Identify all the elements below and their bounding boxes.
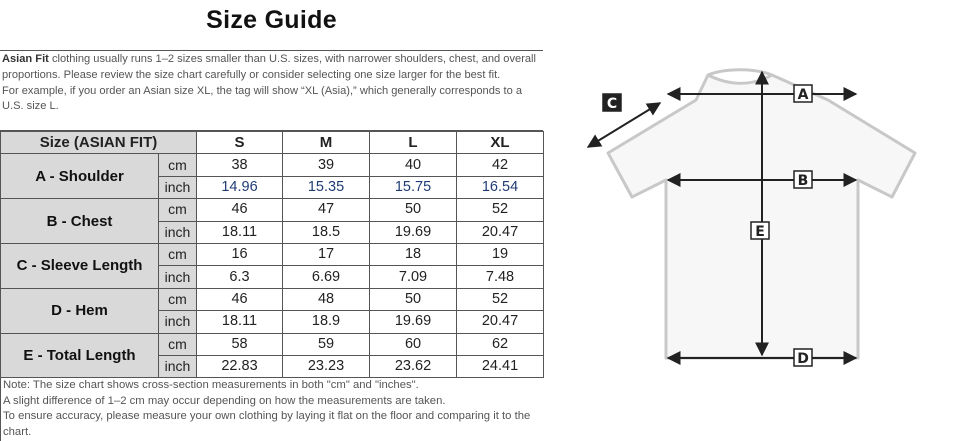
cm-value: 46 — [197, 199, 283, 221]
size-header-label: Size (ASIAN FIT) — [1, 132, 197, 154]
cm-value: 40 — [370, 154, 457, 176]
inch-value: 7.48 — [457, 266, 544, 288]
unit-cm: cm — [159, 288, 197, 310]
unit-inch: inch — [159, 176, 197, 198]
inch-value: 6.69 — [283, 266, 370, 288]
cm-value: 50 — [370, 199, 457, 221]
inch-value: 18.11 — [197, 221, 283, 243]
cm-value: 47 — [283, 199, 370, 221]
measurement-label: B - Chest — [1, 199, 159, 244]
intro-text — [0, 50, 543, 131]
label-a — [794, 85, 812, 103]
label-e-text: E — [755, 224, 765, 240]
inch-value: 19.69 — [370, 311, 457, 333]
inch-value: 22.83 — [197, 355, 283, 377]
inch-value: 23.23 — [283, 355, 370, 377]
unit-cm: cm — [159, 333, 197, 355]
size-header-xl: XL — [457, 132, 544, 154]
table-row — [1, 154, 544, 176]
inch-value: 19.69 — [370, 221, 457, 243]
inch-value: 18.9 — [283, 311, 370, 333]
cm-value: 52 — [457, 199, 544, 221]
label-e — [751, 222, 769, 240]
measurement-label: E - Total Length — [1, 333, 159, 378]
inch-value: 20.47 — [457, 221, 544, 243]
inch-value: 15.75 — [370, 176, 457, 198]
size-header-row — [1, 132, 544, 154]
cm-value: 16 — [197, 243, 283, 265]
unit-inch: inch — [159, 221, 197, 243]
note-line: To ensure accuracy, please measure your own clothing by laying it flat on the floor and comparing it to the chart. — [3, 410, 531, 439]
unit-cm: cm — [159, 243, 197, 265]
label-c — [603, 94, 621, 112]
unit-inch: inch — [159, 355, 197, 377]
note-line: A slight difference of 1–2 cm may occur depending on how the measurements are taken. — [3, 394, 446, 407]
inch-value: 24.41 — [457, 355, 544, 377]
cm-value: 52 — [457, 288, 544, 310]
cm-value: 46 — [197, 288, 283, 310]
inch-value: 18.11 — [197, 311, 283, 333]
cm-value: 50 — [370, 288, 457, 310]
cm-value: 60 — [370, 333, 457, 355]
cm-value: 59 — [283, 333, 370, 355]
cm-value: 42 — [457, 154, 544, 176]
intro-line-1: clothing usually runs 1–2 sizes smaller than U.S. sizes, with narrower shoulders, chest, and overall proportions. Please review the size chart carefully or consider selecting one size larger for the best fit. — [2, 53, 536, 81]
inch-value: 6.3 — [197, 266, 283, 288]
intro-line-2: For example, if you order an Asian size XL, the tag will show “XL (Asia),” which generally corresponds to a U.S. size L. — [2, 84, 523, 113]
intro-bold-lead: Asian Fit — [2, 53, 49, 65]
table-row — [1, 333, 544, 355]
note-line: Note: The size chart shows cross-section measurements in both "cm" and "inches". — [3, 379, 419, 392]
page-title: Size Guide — [206, 6, 337, 34]
size-chart-panel — [0, 50, 543, 441]
label-b-text: B — [797, 173, 809, 189]
inch-value: 20.47 — [457, 311, 544, 333]
cm-value: 48 — [283, 288, 370, 310]
cm-value: 62 — [457, 333, 544, 355]
table-row — [1, 199, 544, 221]
size-table — [0, 131, 544, 378]
size-header-l: L — [370, 132, 457, 154]
unit-inch: inch — [159, 266, 197, 288]
cm-value: 17 — [283, 243, 370, 265]
label-b — [794, 171, 812, 189]
inch-value: 7.09 — [370, 266, 457, 288]
cm-value: 38 — [197, 154, 283, 176]
table-row — [1, 288, 544, 310]
unit-cm: cm — [159, 154, 197, 176]
table-row — [1, 243, 544, 265]
unit-inch: inch — [159, 311, 197, 333]
inch-value: 18.5 — [283, 221, 370, 243]
label-a-text: A — [797, 87, 809, 103]
inch-value: 14.96 — [197, 176, 283, 198]
unit-cm: cm — [159, 199, 197, 221]
measurement-label: A - Shoulder — [1, 154, 159, 199]
inch-value: 15.35 — [283, 176, 370, 198]
cm-value: 39 — [283, 154, 370, 176]
notes — [0, 378, 543, 440]
cm-value: 18 — [370, 243, 457, 265]
label-c-text: C — [606, 96, 618, 112]
inch-value: 23.62 — [370, 355, 457, 377]
tshirt-diagram — [560, 30, 960, 436]
cm-value: 19 — [457, 243, 544, 265]
inch-value: 16.54 — [457, 176, 544, 198]
size-header-m: M — [283, 132, 370, 154]
label-d — [794, 349, 812, 367]
measurement-label: C - Sleeve Length — [1, 243, 159, 288]
label-d-text: D — [797, 351, 809, 367]
cm-value: 58 — [197, 333, 283, 355]
measurement-label: D - Hem — [1, 288, 159, 333]
tshirt-diagram-svg — [560, 30, 960, 436]
size-header-s: S — [197, 132, 283, 154]
